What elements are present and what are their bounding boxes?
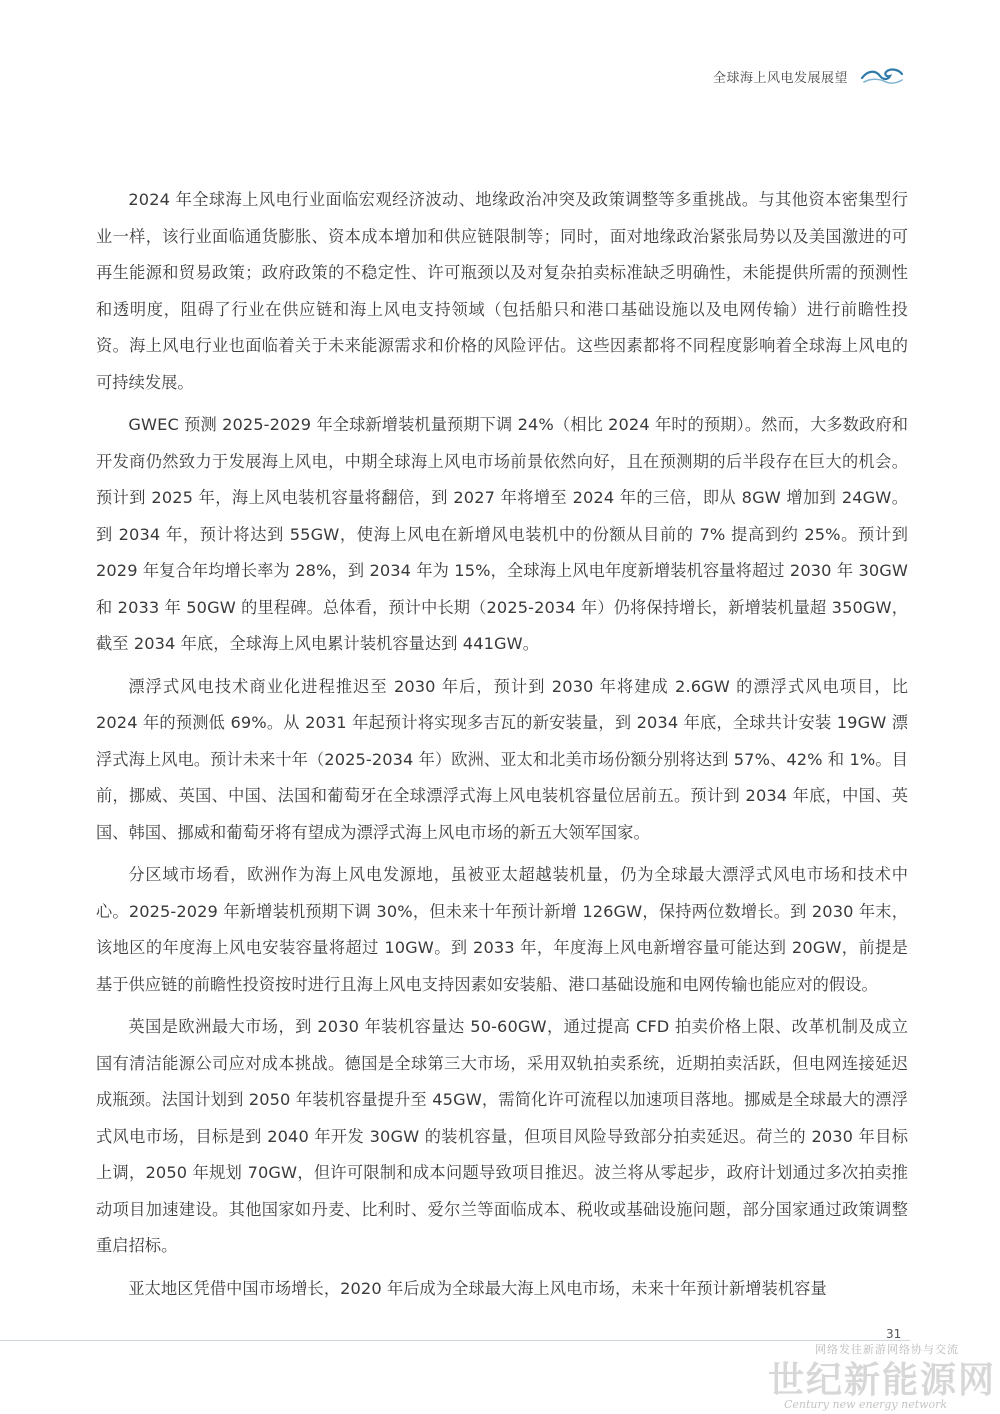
watermark-logo xyxy=(768,1360,1000,1414)
paragraph-1: 2024 年全球海上风电行业面临宏观经济波动、地缘政治冲突及政策调整等多重挑战。与其他资本密集型行业一样，该行业面临通货膨胀、资本成本增加和供应链限制等；同时，面对地缘政治紧张局势以及美国激进的可再生能源和贸易政策；政府政策的不稳定性、许可瓶颈以及对复杂拍卖标准缺乏明确性，未能提供所需的预测性和透明度，阻碍了行业在供应链和海上风电支持领域（包括船只和港口基础设施以及电网传输）进行前瞻性投资。海上风电行业也面临着关于未来能源需求和价格的风险评估。这些因素都将不同程度影响着全球海上风电的可持续发展。 xyxy=(96,190,908,392)
paragraph-6: 亚太地区凭借中国市场增长，2020 年后成为全球最大海上风电市场，未来十年预计新增装机容量 xyxy=(128,1278,827,1298)
paragraph-2: GWEC 预测 2025-2029 年全球新增装机量预期下调 24%（相比 2024 年时的预期）。然而，大多数政府和开发商仍然致力于发展海上风电，中期全球海上风电市场前景依然向好，且在预测期的后半段存在巨大的机会。预计到 2025 年，海上风电装机容量将翻倍，到 2027 年将增至 2024 年的三倍，即从 8GW 增加到 24GW。到 2034 年，预计将达到 55GW，使海上风电在新增风电装机中的份额从目前的 7% 提高到约 25%。预计到 2029 年复合年均增长率为 28%，到 2034 年为 15%，全球海上风电年度新增装机容量将超过 2030 年 30GW 和 2033 年 50GW 的里程碑。总体看，预计中长期（2025-2034 年）仍将保持增长，新增装机量超 350GW，截至 2034 年底，全球海上风电累计装机容量达到 441GW。 xyxy=(96,415,908,653)
header-title: 全球海上风电发展展望 xyxy=(712,70,848,86)
paragraph-3: 漂浮式风电技术商业化进程推迟至 2030 年后，预计到 2030 年将建成 2.6GW 的漂浮式风电项目，比 2024 年的预测低 69%。从 2031 年起预计将实现多吉瓦的新安装量，到 2034 年底，全球共计安装 19GW 漂浮式海上风电。预计未来十年（2025-2034 年）欧洲、亚太和北美市场份额分别将达到 57%、42% 和 1%。目前，挪威、英国、中国、法国和葡萄牙在全球漂浮式海上风电装机容量位居前五。预计到 2034 年底，中国、英国、韩国、挪威和葡萄牙将有望成为漂浮式海上风电市场的新五大领军国家。 xyxy=(96,676,908,842)
body-text xyxy=(96,182,908,1313)
page-number: 31 xyxy=(886,1327,902,1341)
watermark-subtitle: Century new energy network xyxy=(784,1398,948,1411)
page-header xyxy=(713,66,904,86)
watermark-caption: 网络发往新游网络协与交流 xyxy=(815,1343,959,1356)
wave-logo-icon xyxy=(860,66,904,86)
paragraph-5: 英国是欧洲最大市场，到 2030 年装机容量达 50-60GW，通过提高 CFD 拍卖价格上限、改革机制及成立国有清洁能源公司应对成本挑战。德国是全球第三大市场，采用双轨拍卖系统，近期拍卖活跃，但电网连接延迟成瓶颈。法国计划到 2050 年装机容量提升至 45GW，需简化许可流程以加速项目落地。挪威是全球最大的漂浮式风电市场，目标是到 2040 年开发 30GW 的装机容量，但项目风险导致部分拍卖延迟。荷兰的 2030 年目标上调，2050 年规划 70GW，但许可限制和成本问题导致项目推迟。波兰将从零起步，政府计划通过多次拍卖推动项目加速建设。其他国家如丹麦、比利时、爱尔兰等面临成本、税收或基础设施问题，部分国家通过政策调整重启招标。 xyxy=(96,1017,908,1255)
watermark-title: 世纪新能源网 xyxy=(768,1359,997,1401)
paragraph-4: 分区域市场看，欧洲作为海上风电发源地，虽被亚太超越装机量，仍为全球最大漂浮式风电市场和技术中心。2025-2029 年新增装机预期下调 30%，但未来十年预计新增 126GW，保持两位数增长。到 2030 年末，该地区的年度海上风电安装容量将超过 10GW。到 2033 年，年度海上风电新增容量可能达到 20GW，前提是基于供应链的前瞻性投资按时进行且海上风电支持因素如安装船、港口基础设施和电网传输也能应对的假设。 xyxy=(96,865,908,994)
footer-divider xyxy=(0,1340,910,1341)
